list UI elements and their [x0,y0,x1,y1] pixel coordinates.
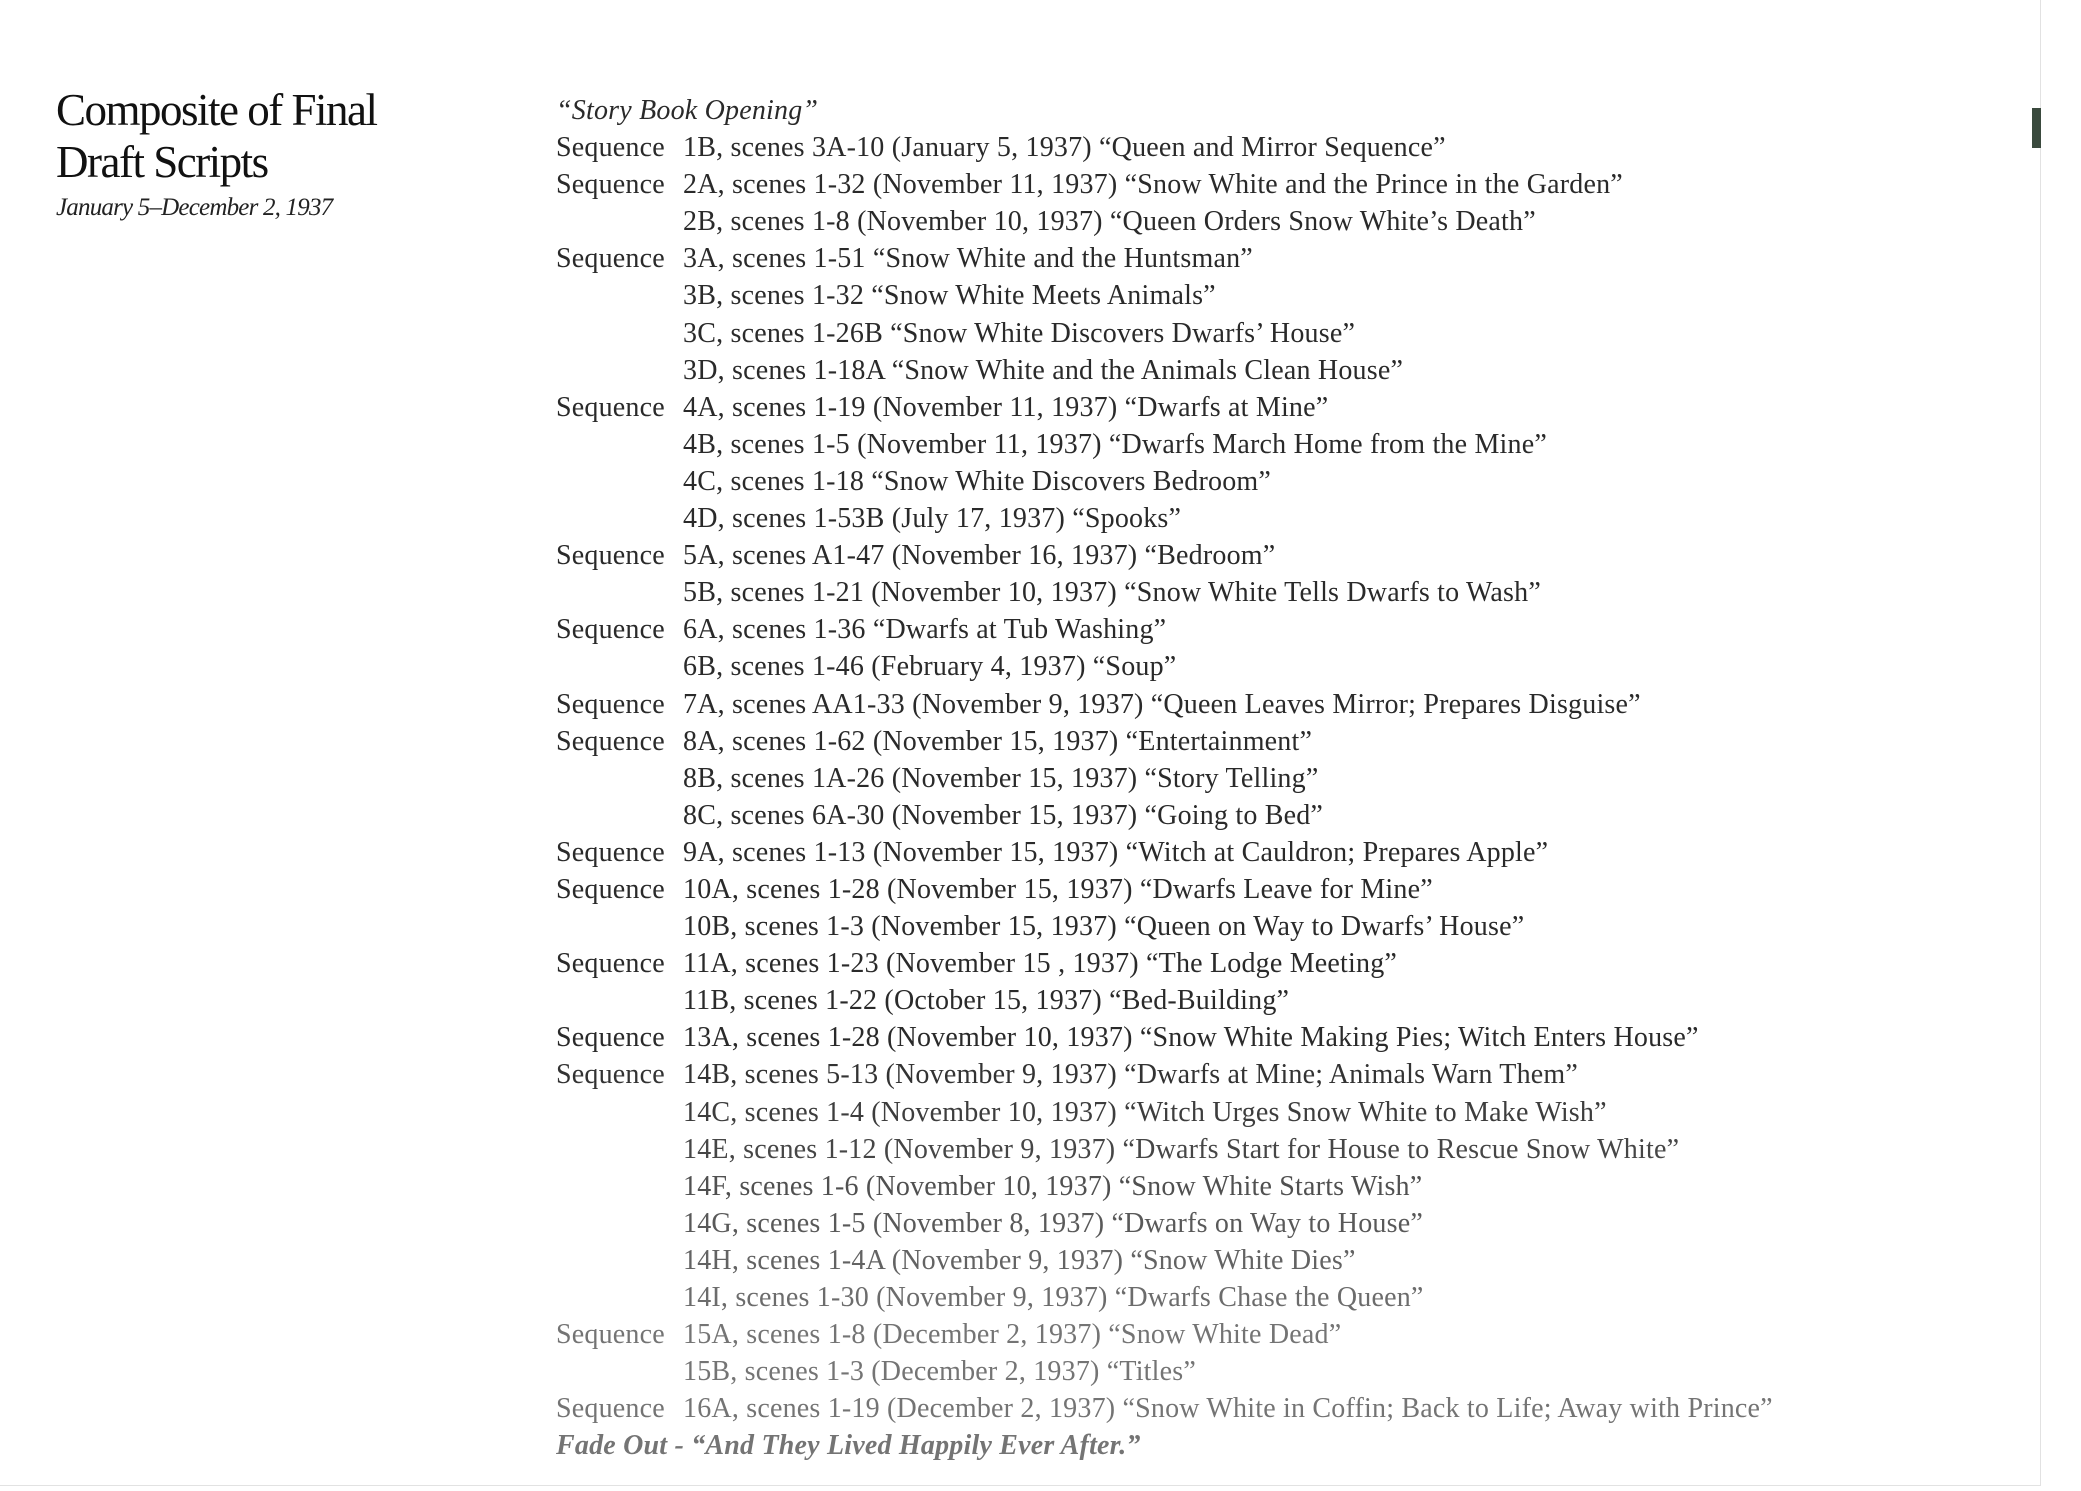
script-entry [556,92,1856,129]
scene-description: 7A, scenes AA1-33 (November 9, 1937) “Queen Leaves Mirror; Prepares Disguise” [683,688,1641,720]
script-entry [556,1353,1856,1390]
script-entry [556,203,1856,240]
date-range-subtitle: January 5–December 2, 1937 [56,194,333,221]
scene-description: 6A, scenes 1-36 “Dwarfs at Tub Washing” [683,614,1167,646]
scene-description: Fade Out - “And They Lived Happily Ever After.” [556,1430,1141,1462]
sequence-label: Sequence [556,614,665,646]
scene-description: 4A, scenes 1-19 (November 11, 1937) “Dwarfs at Mine” [683,391,1329,423]
sequence-label: Sequence [556,243,665,275]
page-title [56,84,496,188]
script-entry [556,1094,1856,1131]
sequence-label: Sequence [556,1059,665,1091]
scene-description: 4D, scenes 1-53B (July 17, 1937) “Spooks” [683,503,1182,535]
script-entry [556,277,1856,314]
sequence-label: Sequence [556,873,665,905]
sequence-label: Sequence [556,540,665,572]
script-entry [556,686,1856,723]
scene-description: 8A, scenes 1-62 (November 15, 1937) “Entertainment” [683,725,1313,757]
script-entry [556,834,1856,871]
script-entry [556,908,1856,945]
script-entry [556,1242,1856,1279]
script-entry [556,574,1856,611]
sequence-label: Sequence [556,1319,665,1351]
sequence-label: Sequence [556,132,665,164]
sequence-label: Sequence [556,836,665,868]
title-line-1: Composite of Final [56,85,377,135]
script-entry [556,648,1856,685]
sequence-label: Sequence [556,948,665,980]
scene-description: 14H, scenes 1-4A (November 9, 1937) “Snow White Dies” [683,1244,1356,1276]
scene-description: 14F, scenes 1-6 (November 10, 1937) “Snow White Starts Wish” [683,1170,1423,1202]
scene-description: 16A, scenes 1-19 (December 2, 1937) “Snow White in Coffin; Back to Life; Away with Prince” [683,1393,1773,1425]
scene-description: 3D, scenes 1-18A “Snow White and the Animals Clean House” [683,354,1404,386]
scene-description: 6B, scenes 1-46 (February 4, 1937) “Soup” [683,651,1177,683]
script-entry [556,797,1856,834]
scene-description: 5A, scenes A1-47 (November 16, 1937) “Bedroom” [683,540,1276,572]
sequence-label: Sequence [556,688,665,720]
scene-description: 14E, scenes 1-12 (November 9, 1937) “Dwarfs Start for House to Rescue Snow White” [683,1133,1680,1165]
scene-description: 11B, scenes 1-22 (October 15, 1937) “Bed-Building” [683,985,1290,1017]
scene-description: 9A, scenes 1-13 (November 15, 1937) “Witch at Cauldron; Prepares Apple” [683,836,1549,868]
script-sequence-list [556,92,1856,1464]
scene-description: 3C, scenes 1-26B “Snow White Discovers Dwarfs’ House” [683,317,1356,349]
scene-description: “Story Book Opening” [556,95,819,126]
script-entry [556,1131,1856,1168]
scene-description: 14I, scenes 1-30 (November 9, 1937) “Dwarfs Chase the Queen” [683,1282,1424,1313]
scene-description: 4B, scenes 1-5 (November 11, 1937) “Dwarfs March Home from the Mine” [683,428,1547,460]
script-entry [556,129,1856,166]
script-entry [556,389,1856,426]
script-entry [556,240,1856,277]
sequence-label: Sequence [556,1022,665,1054]
script-entry [556,723,1856,760]
header-block [56,84,496,222]
script-entry [556,1316,1856,1353]
scene-description: 2A, scenes 1-32 (November 11, 1937) “Snow White and the Prince in the Garden” [683,169,1623,201]
script-entry [556,760,1856,797]
script-entry [556,537,1856,574]
scene-description: 15B, scenes 1-3 (December 2, 1937) “Titles” [683,1356,1196,1388]
scene-description: 2B, scenes 1-8 (November 10, 1937) “Queen Orders Snow White’s Death” [683,206,1536,238]
script-entry [556,463,1856,500]
sequence-label: Sequence [556,1393,665,1425]
script-entry [556,426,1856,463]
scene-description: 10A, scenes 1-28 (November 15, 1937) “Dwarfs Leave for Mine” [683,873,1433,905]
script-entry [556,352,1856,389]
script-entry [556,611,1856,648]
scene-description: 14G, scenes 1-5 (November 8, 1937) “Dwarfs on Way to House” [683,1207,1423,1239]
script-entry [556,315,1856,352]
script-entry [556,1390,1856,1427]
sequence-label: Sequence [556,725,665,757]
script-entry [556,166,1856,203]
script-entry [556,945,1856,982]
scene-description: 13A, scenes 1-28 (November 10, 1937) “Snow White Making Pies; Witch Enters House” [683,1022,1699,1054]
scene-description: 15A, scenes 1-8 (December 2, 1937) “Snow White Dead” [683,1319,1342,1351]
script-entry [556,1205,1856,1242]
scene-description: 3B, scenes 1-32 “Snow White Meets Animals” [683,280,1216,312]
scene-description: 8C, scenes 6A-30 (November 15, 1937) “Going to Bed” [683,799,1324,831]
script-entry [556,871,1856,908]
scene-description: 4C, scenes 1-18 “Snow White Discovers Bedroom” [683,465,1272,497]
scene-description: 1B, scenes 3A-10 (January 5, 1937) “Queen and Mirror Sequence” [683,132,1446,164]
sequence-label: Sequence [556,169,665,201]
scene-description: 14B, scenes 5-13 (November 9, 1937) “Dwarfs at Mine; Animals Warn Them” [683,1059,1579,1091]
scene-description: 3A, scenes 1-51 “Snow White and the Huntsman” [683,243,1253,275]
script-entry [556,1168,1856,1205]
sequence-label: Sequence [556,391,665,423]
scene-description: 8B, scenes 1A-26 (November 15, 1937) “Story Telling” [683,762,1319,794]
script-entry [556,1019,1856,1056]
scene-description: 10B, scenes 1-3 (November 15, 1937) “Queen on Way to Dwarfs’ House” [683,911,1525,943]
title-line-2: Draft Scripts [56,137,268,187]
scene-description: 14C, scenes 1-4 (November 10, 1937) “Witch Urges Snow White to Make Wish” [683,1096,1607,1128]
page-edge-tab [2032,108,2041,148]
script-entry [556,500,1856,537]
script-entry [556,982,1856,1019]
scene-description: 11A, scenes 1-23 (November 15 , 1937) “The Lodge Meeting” [683,948,1398,980]
scene-description: 5B, scenes 1-21 (November 10, 1937) “Snow White Tells Dwarfs to Wash” [683,577,1541,609]
script-entry [556,1056,1856,1093]
script-entry [556,1427,1856,1464]
script-entry [556,1279,1856,1316]
